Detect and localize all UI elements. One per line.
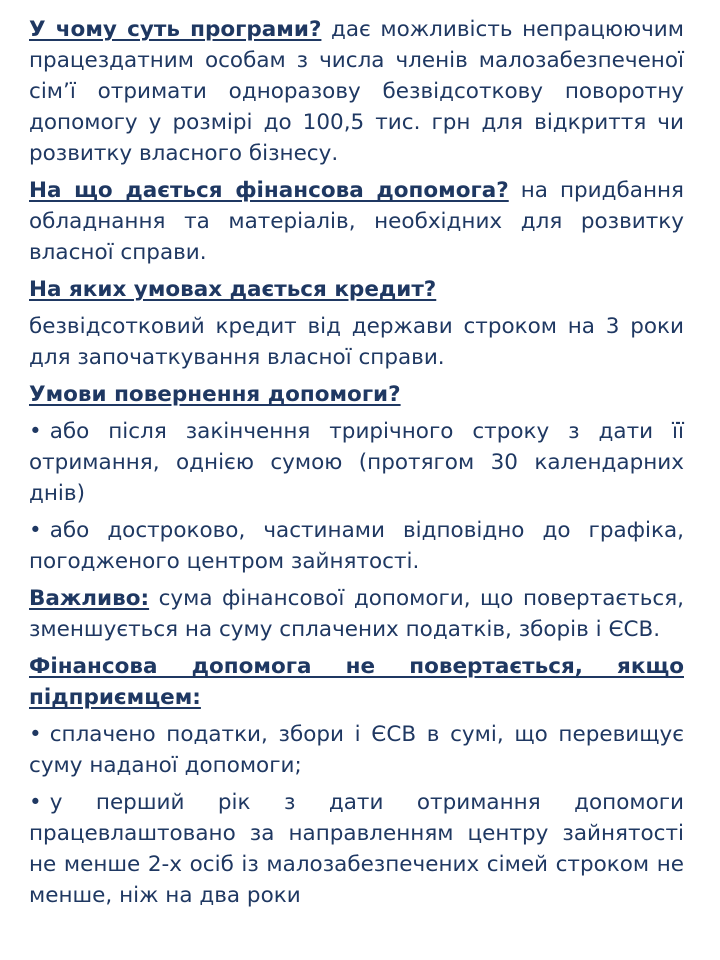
bullet-icon: • <box>29 419 42 444</box>
bullet-icon: • <box>29 518 42 543</box>
heading-non-repayable-text: Фінансова допомога не повертається, якщо підприємцем: <box>29 654 684 710</box>
bullet-icon: • <box>29 790 42 815</box>
section-program-essence <box>29 14 684 169</box>
bullet-repayment-lump-sum <box>29 416 684 509</box>
heading-important: Важливо: <box>29 586 150 611</box>
heading-non-repayable <box>29 651 684 713</box>
bullet-icon: • <box>29 722 42 747</box>
heading-assistance-purpose: На що дається фінансова допомога? <box>29 178 509 203</box>
heading-credit-conditions-text: На яких умовах дається кредит? <box>29 277 437 302</box>
document-page <box>29 14 684 917</box>
text-program-essence: дає можливість непрацюючим працездатним особам з числа членів малозабезпеченої сім’ї отримати одноразову безвідсоткову поворотну допомогу у розмірі до 100,5 тис. грн для відкриття чи розвитку власного бізнесу. <box>29 17 684 166</box>
bullet-text: або після закінчення трирічного строку з дати її отримання, однією сумою (протягом 30 календарних днів) <box>29 419 684 506</box>
section-assistance-purpose <box>29 175 684 268</box>
bullet-repayment-early <box>29 515 684 577</box>
bullet-text: сплачено податки, збори і ЄСВ в сумі, що перевищує суму наданої допомоги; <box>29 722 684 778</box>
heading-credit-conditions <box>29 274 684 305</box>
heading-program-essence: У чому суть програми? <box>29 17 322 42</box>
section-important-note <box>29 583 684 645</box>
text-assistance-purpose: на придбання обладнання та матеріалів, необхідних для розвитку власної справи. <box>29 178 684 265</box>
bullet-employment <box>29 787 684 911</box>
bullet-taxes-paid <box>29 719 684 781</box>
heading-repayment-terms <box>29 379 684 410</box>
heading-repayment-terms-text: Умови повернення допомоги? <box>29 382 401 407</box>
text-important: сума фінансової допомоги, що повертається, зменшується на суму сплачених податків, зборів і ЄСВ. <box>29 586 684 642</box>
text-credit-conditions: безвідсотковий кредит від держави строком на 3 роки для започаткування власної справи. <box>29 314 684 370</box>
bullet-text: або достроково, частинами відповідно до графіка, погодженого центром зайнятості. <box>29 518 684 574</box>
bullet-text: у перший рік з дати отримання допомоги працевлаштовано за направленням центру зайнятості не менше 2-х осіб із малозабезпечених сімей строком не менше, ніж на два роки <box>29 790 684 908</box>
